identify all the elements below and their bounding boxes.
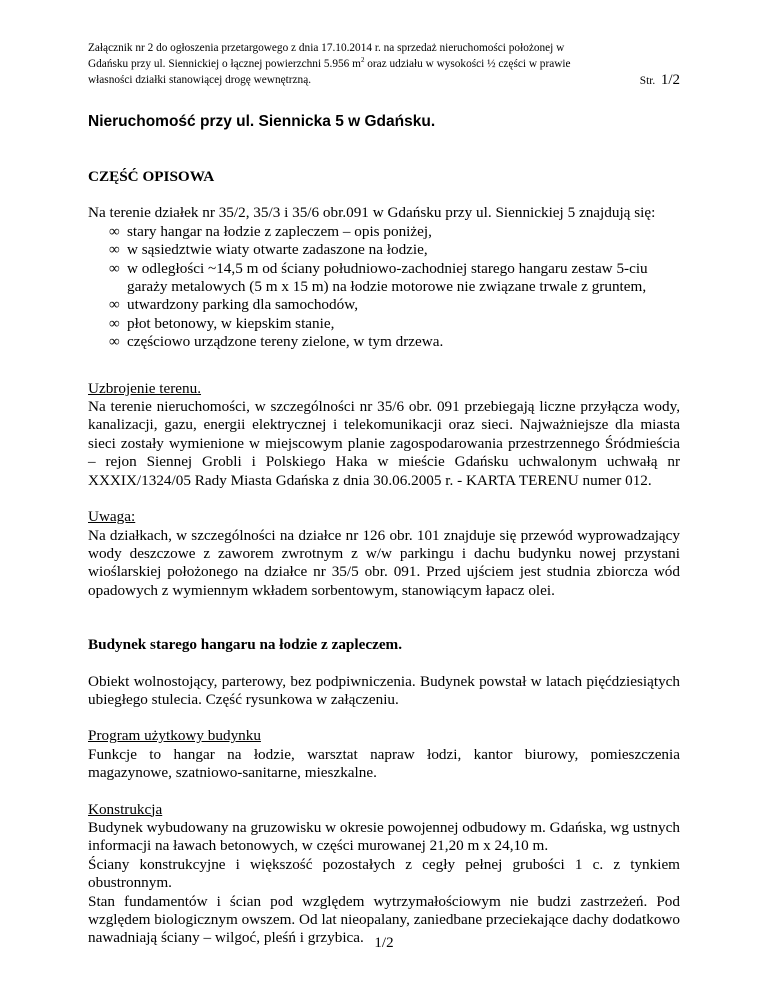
list-item: ∞ utwardzony parking dla samochodów, — [109, 296, 358, 314]
opisowa-intro: Na terenie działek nr 35/2, 35/3 i 35/6 obr.091 w Gdańsku przy ul. Siennickiej 5 znajdują się: — [88, 204, 656, 222]
page-footer-number: 1/2 — [374, 935, 394, 951]
list-item: ∞ częściowo urządzone tereny zielone, w tym drzewa. — [109, 333, 444, 351]
konstrukcja-text-2: Ściany konstrukcyjne i większość pozostałych z cegły pełnej grubości 1 c. z tynkiem obustronnym. — [88, 855, 680, 892]
header-page-indicator: Str. 1/2 — [639, 72, 680, 88]
uzbrojenie-text: Na terenie nieruchomości, w szczególności nr 35/6 obr. 091 przebiegają liczne przyłącza wody, kanalizacji, gazu, energii elektrycznej i telekomunikacji oraz sieci. Najważniejsze dla miasta sieci zostały wymienione w miejscowym planie zagospodarowania przestrzennego Śródmieścia – rejon Siennej Grobli i Polskiego Haka w mieście Gdańsku uchwalonym uchwałą nr XXXIX/1324/05 Rady Miasta Gdańska z dnia 30.06.2005 r. - KARTA TERENU numer 012. — [88, 398, 680, 489]
bullet-icon: ∞ — [109, 259, 120, 277]
budynek-text: Obiekt wolnostojący, parterowy, bez podpiwniczenia. Budynek powstał w latach pięćdziesiątych ubiegłego stulecia. Część rysunkowa w załączeniu. — [88, 672, 680, 708]
bullet-icon: ∞ — [109, 333, 120, 351]
program-text: Funkcje to hangar na łodzie, warsztat napraw łodzi, kantor biurowy, pomieszczenia magazynowe, szatniowo-sanitarne, mieszkalne. — [88, 745, 680, 782]
konstrukcja-text-3: Stan fundamentów i ścian pod względem wytrzymałościowym nie budzi zastrzeżeń. Pod względem biologicznym owszem. Od lat nieopalany, zaniedbane przeciekające dachy dodatkowo nawadniają ściany – wilgoć, pleśń i grzybica. — [88, 892, 680, 947]
list-item: ∞ stary hangar na łodzie z zapleczem – opis poniżej, — [109, 222, 432, 240]
section-heading-opisowa: CZĘŚĆ OPISOWA — [88, 168, 215, 185]
section-heading-uwaga: Uwaga: — [88, 508, 136, 526]
konstrukcja-text-1: Budynek wybudowany na gruzowisku w okresie powojennej odbudowy m. Gdańska, wg ustnych informacji na ławach betonowych, w części murowanej 21,20 m x 24,10 m. — [88, 818, 680, 855]
document-body — [88, 168, 680, 948]
section-heading-budynek: Budynek starego hangaru na łodzie z zapleczem. — [88, 636, 403, 654]
bullet-icon: ∞ — [109, 241, 120, 259]
document-title: Nieruchomość przy ul. Siennicka 5 w Gdańsku. — [88, 113, 436, 130]
uwaga-text: Na działkach, w szczególności na działce nr 126 obr. 101 znajduje się przewód wyprowadzający wody deszczowe z zaworem zwrotnym z w/w parkingu i dachu budynku nowej przystani wioślarskiej położonego na działce nr 35/5 obr. 091. Przed ujściem jest studnia zbiorcza wód opadowych z wymiennym wkładem sorbentowym, stanowiącym łapacz olei. — [88, 526, 680, 599]
bullet-icon: ∞ — [109, 314, 120, 332]
header-line-3: własności działki stanowiącej drogę wewnętrzną. Str. 1/2 — [88, 72, 680, 88]
bullet-icon: ∞ — [109, 222, 120, 240]
section-heading-konstrukcja: Konstrukcja — [88, 800, 163, 818]
superscript: 2 — [360, 56, 365, 65]
list-item: ∞ w sąsiedztwie wiaty otwarte zadaszone na łodzie, — [109, 241, 428, 259]
feature-list — [88, 223, 680, 352]
page-header — [88, 40, 680, 89]
section-heading-uzbrojenie: Uzbrojenie terenu. — [88, 379, 202, 397]
list-item: ∞ płot betonowy, w kiepskim stanie, — [109, 314, 335, 332]
section-heading-program: Program użytkowy budynku — [88, 727, 261, 745]
list-item: ∞ w odległości ~14,5 m od ściany południowo-zachodniej starego hangaru zestaw 5-ciu garaży metalowych (5 m x 15 m) na łodzie motorowe nie związane trwale z gruntem, — [109, 259, 648, 296]
header-line-1: Załącznik nr 2 do ogłoszenia przetargowego z dnia 17.10.2014 r. na sprzedaż nieruchomości położonej w — [88, 42, 565, 54]
bullet-icon: ∞ — [109, 296, 120, 314]
header-page-number: 1/2 — [660, 72, 680, 88]
header-line-2: Gdańsku przy ul. Siennickiej o łącznej powierzchni 5.956 $m^2$ oraz udziału w wysokości ½ części w prawie — [88, 56, 571, 70]
